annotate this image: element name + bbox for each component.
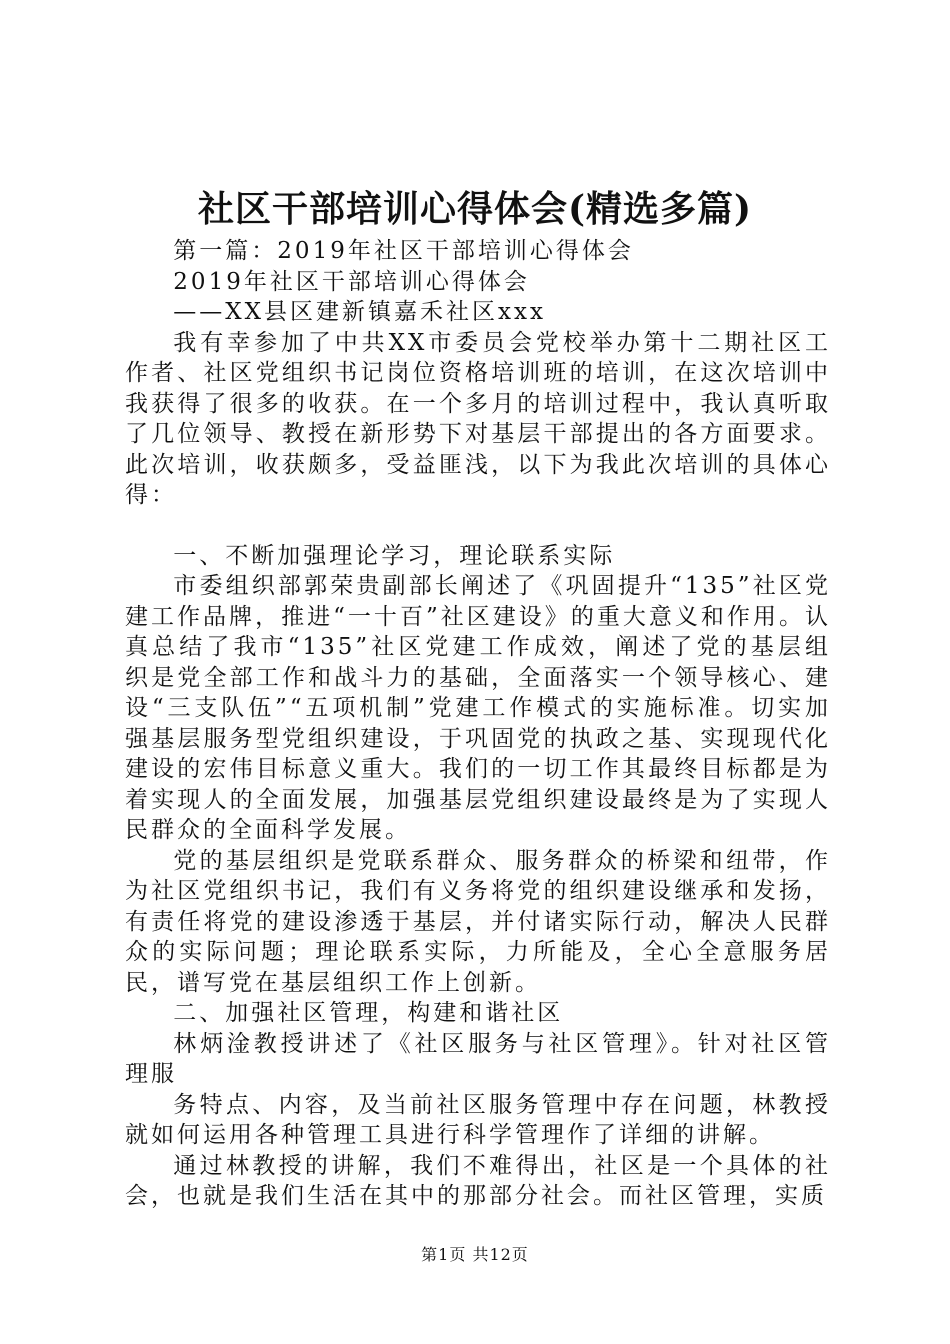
section-heading-1: 一、不断加强理论学习，理论联系实际 bbox=[173, 542, 616, 569]
paragraph-body: 市委组织部郭荣贵副部长阐述了《巩固提升“135”社区党建工作品牌，推进“一十百”社区建设》的重大意义和作用。认真总结了我市“135”社区党建工作成效，阐述了党的基层组织是党全部工作和战斗力的基础，全面落实一个领导核心、建设“三支队伍”“五项机制”党建工作模式的实施标准。切实加强基层服务型党组织建设，于巩固党的执政之基、实现现代化建设的宏伟目标意义重大。我们的一切工作其最终目标都是为着实现人的全面发展，加强基层党组织建设最终是为了实现人民群众的全面科学发展。 bbox=[125, 573, 831, 843]
document-body bbox=[125, 236, 831, 1212]
paragraph-body: 务特点、内容，及当前社区服务管理中存在问题，林教授就如何运用各种管理工具进行科学管理作了详细的讲解。 bbox=[125, 1091, 831, 1148]
paragraph-body: 党的基层组织是党联系群众、服务群众的桥梁和纽带，作为社区党组织书记，我们有义务将党的组织建设继承和发扬，有责任将党的建设渗透于基层，并付诸实际行动，解决人民群众的实际问题；理论联系实际，力所能及，全心全意服务居民，谱写党在基层组织工作上创新。 bbox=[125, 847, 831, 996]
paragraph-body: 通过林教授的讲解，我们不难得出，社区是一个具体的社会，也就是我们生活在其中的那部分社会。而社区管理，实质 bbox=[125, 1152, 831, 1209]
paragraph-subtitle: 2019年社区干部培训心得体会 bbox=[173, 268, 530, 295]
paragraph-chapter-heading: 第一篇：2019年社区干部培训心得体会 bbox=[173, 238, 634, 264]
paragraph-intro: 我有幸参加了中共XX市委员会党校举办第十二期社区工作者、社区党组织书记岗位资格培训班的培训，在这次培训中我获得了很多的收获。在一个多月的培训过程中，我认真听取了几位领导、教授在新形势下对基层干部提出的各方面要求。此次培训，收获颇多，受益匪浅，以下为我此次培训的具体心得： bbox=[125, 329, 831, 508]
paragraph-body: 林炳淦教授讲述了《社区服务与社区管理》。针对社区管理服 bbox=[125, 1030, 831, 1087]
section-heading-2: 二、加强社区管理，构建和谐社区 bbox=[173, 1000, 564, 1026]
page-number-footer: 第1页 共12页 bbox=[421, 1245, 529, 1264]
paragraph-author: ——XX县区建新镇嘉禾社区xxx bbox=[173, 299, 546, 325]
document-title: 社区干部培训心得体会(精选多篇) bbox=[197, 188, 753, 230]
